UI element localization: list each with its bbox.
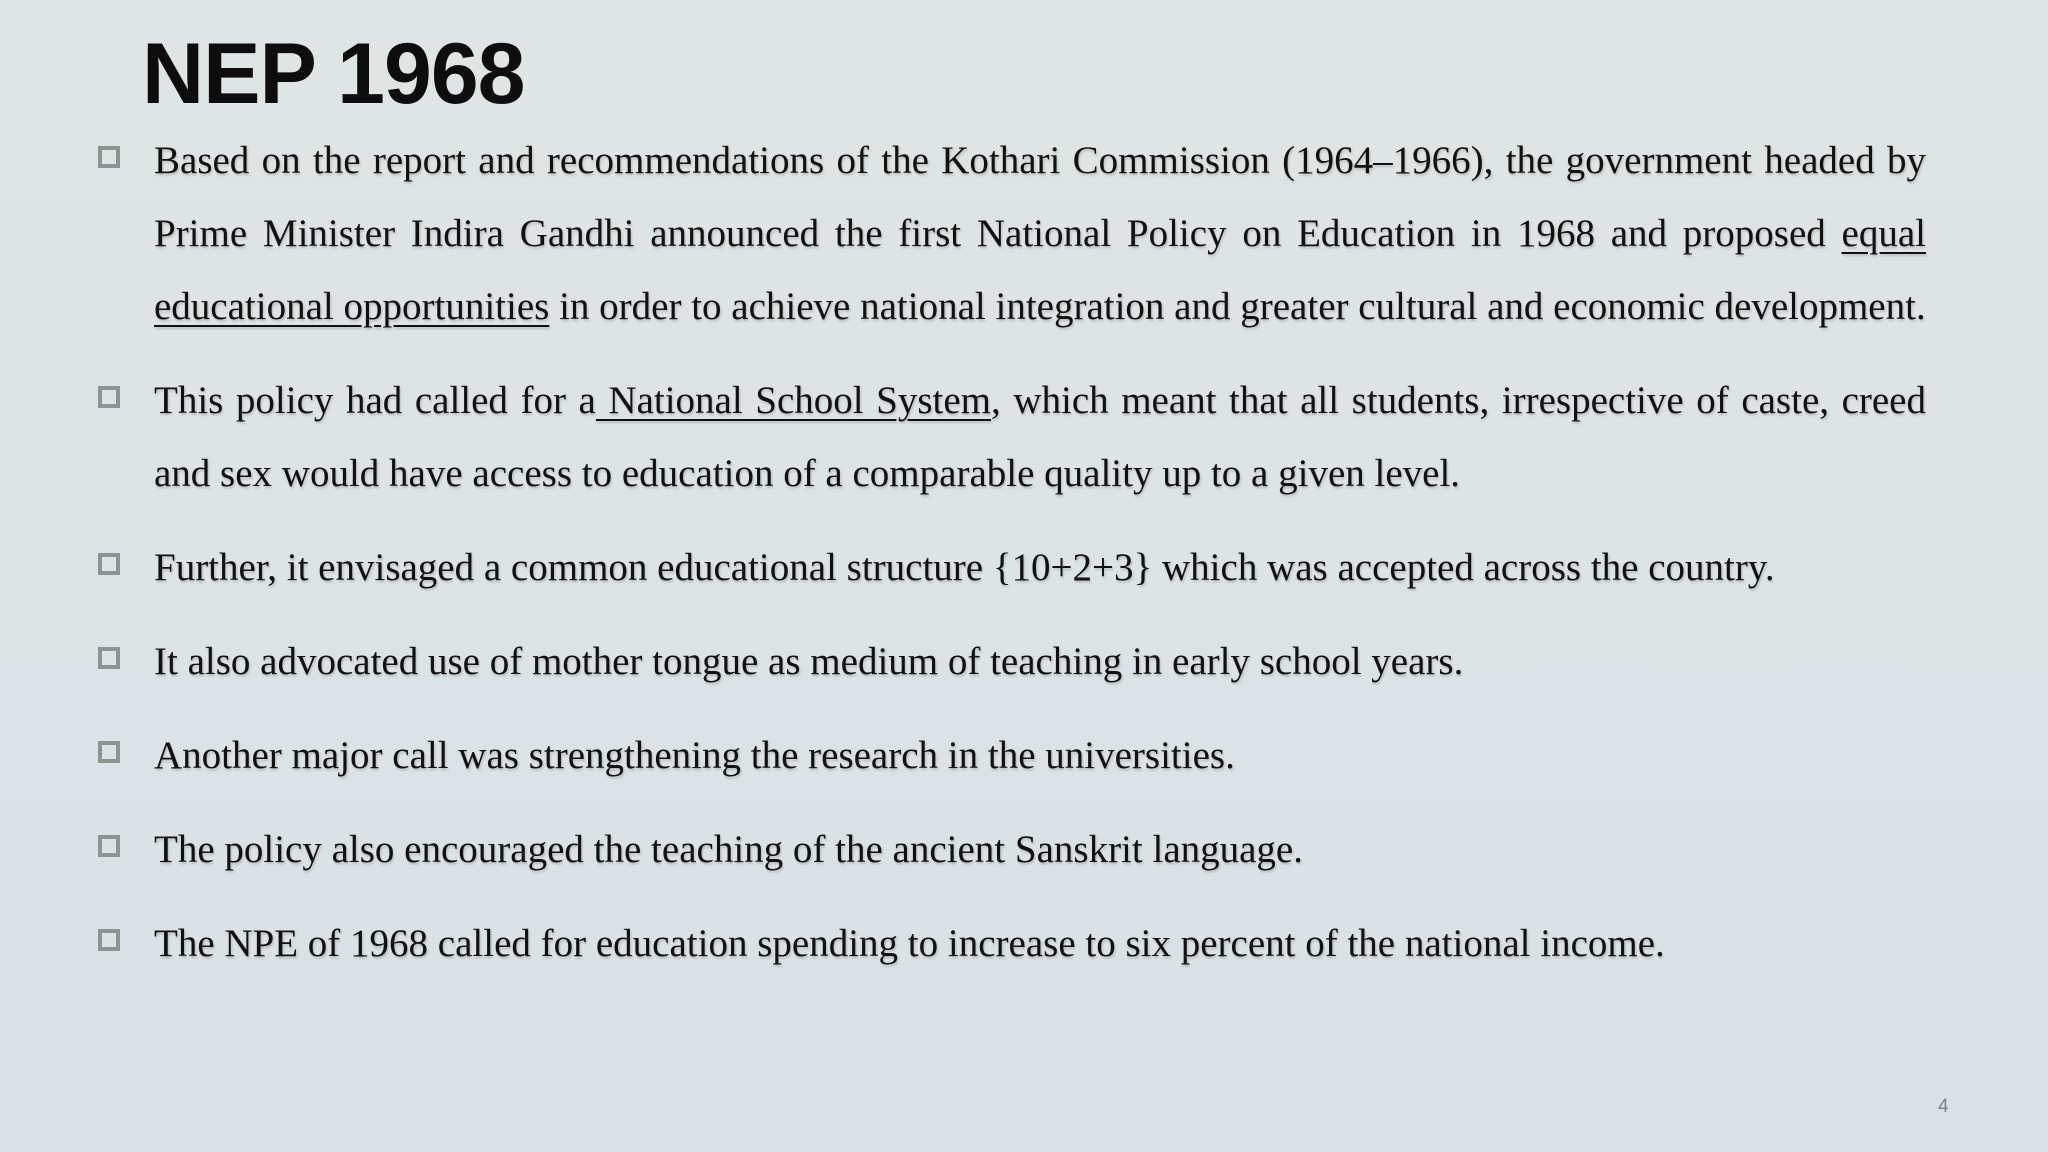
hollow-square-icon xyxy=(98,386,120,408)
bullet-text: The NPE of 1968 called for education spending to increase to six percent of the national income. xyxy=(154,922,1665,965)
bullet-text: Based on the report and recommendations of the Kothari Commission (1964–1966), the government headed by Prime Minister Indira Gandhi announced the first National Policy on Education in 1968 and proposed xyxy=(154,139,1926,255)
hollow-square-icon xyxy=(98,647,120,669)
bullet-text: This policy had called for a xyxy=(154,379,596,422)
bullet-item-kothari-commission xyxy=(96,124,1926,343)
bullet-text: Another major call was strengthening the research in the universities. xyxy=(154,734,1235,777)
underlined-phrase-national-school-system: National School System xyxy=(595,379,992,422)
bullet-text: , which meant that all students, irrespective of caste, creed and sex would have access to education of a comparable quality up to a given level. xyxy=(154,379,1926,495)
hollow-square-icon xyxy=(98,835,120,857)
slide-title: NEP 1968 xyxy=(142,26,525,122)
underlined-phrase-equal-opportunities: equal educational opportunities xyxy=(154,212,1926,328)
bullet-list xyxy=(96,124,1926,1001)
bullet-text: It also advocated use of mother tongue as medium of teaching in early school years. xyxy=(154,640,1464,683)
bullet-item-national-school-system xyxy=(96,364,1926,510)
page-number: 4 xyxy=(1938,1096,1949,1117)
bullet-item-university-research xyxy=(96,719,1926,792)
hollow-square-icon xyxy=(98,929,120,951)
bullet-item-educational-structure xyxy=(96,531,1926,604)
bullet-text: in order to achieve national integration and greater cultural and economic development. xyxy=(549,285,1926,328)
hollow-square-icon xyxy=(98,146,120,168)
bullet-text: Further, it envisaged a common educational structure {10+2+3} which was accepted across the country. xyxy=(154,546,1775,589)
bullet-item-sanskrit xyxy=(96,813,1926,886)
bullet-text: The policy also encouraged the teaching of the ancient Sanskrit language. xyxy=(154,828,1303,871)
hollow-square-icon xyxy=(98,741,120,763)
hollow-square-icon xyxy=(98,553,120,575)
bullet-item-education-spending xyxy=(96,907,1926,980)
bullet-item-mother-tongue xyxy=(96,625,1926,698)
